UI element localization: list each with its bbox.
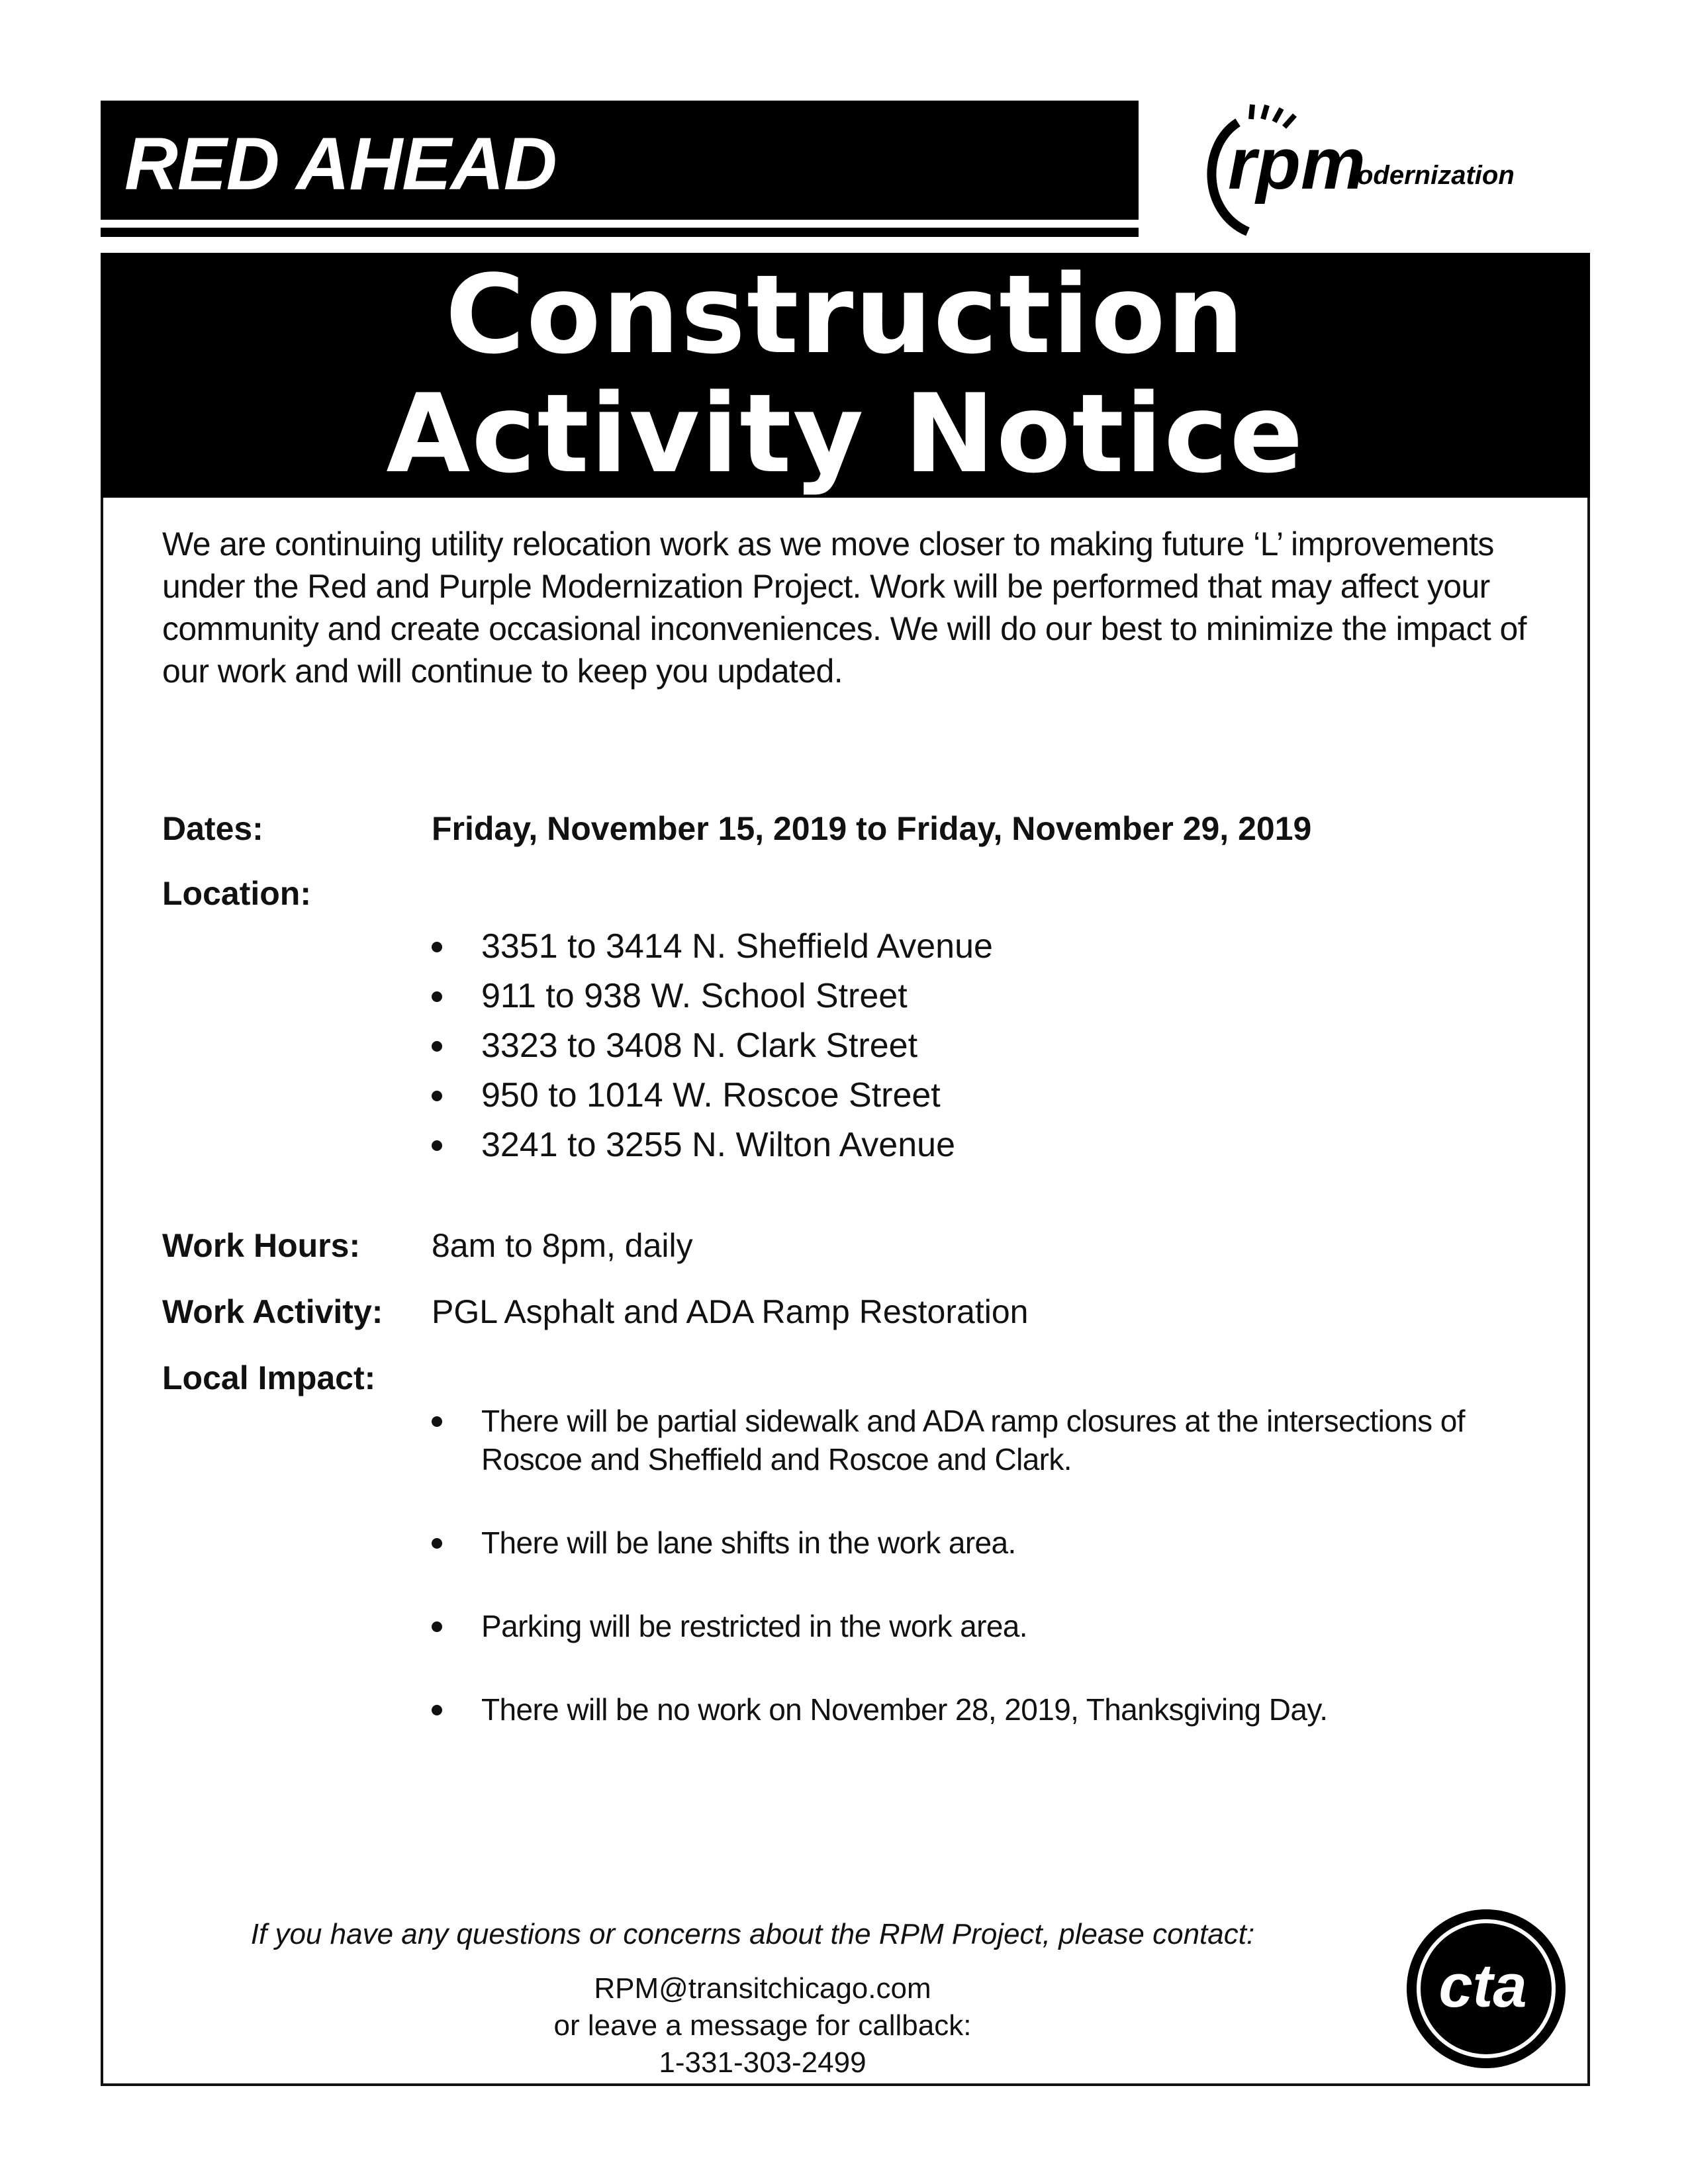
bullet-icon — [432, 1705, 442, 1715]
list-item: There will be no work on November 28, 2019, Thanksgiving Day. — [432, 1690, 1557, 1729]
bullet-icon — [432, 1041, 442, 1052]
work-hours-label: Work Hours: — [162, 1227, 361, 1264]
bullet-icon — [432, 1091, 442, 1101]
list-item: 911 to 938 W. School Street — [432, 972, 993, 1021]
callback-text: or leave a message for callback: — [553, 2009, 972, 2042]
rpm-letters: rpm — [1228, 123, 1366, 205]
red-ahead-logo: RED AHEAD — [124, 122, 557, 205]
location-label: Location: — [162, 875, 311, 912]
title-block — [101, 253, 1590, 498]
list-item: Parking will be restricted in the work area. — [432, 1607, 1557, 1645]
bullet-icon — [432, 1416, 442, 1427]
list-item: 950 to 1014 W. Roscoe Street — [432, 1071, 993, 1120]
list-item: There will be lane shifts in the work area. — [432, 1524, 1557, 1562]
bullet-icon — [432, 942, 442, 952]
list-item: 3323 to 3408 N. Clark Street — [432, 1021, 993, 1071]
location-list — [432, 922, 993, 1170]
list-item: 3241 to 3255 N. Wilton Avenue — [432, 1120, 993, 1170]
bullet-icon — [432, 1621, 442, 1632]
dates-label: Dates: — [162, 810, 263, 847]
dates-value: Friday, November 15, 2019 to Friday, November 29, 2019 — [432, 810, 1312, 847]
work-activity-value: PGL Asphalt and ADA Ramp Restoration — [432, 1293, 1029, 1330]
contact-email[interactable]: RPM@transitchicago.com — [594, 1972, 931, 2005]
cta-logo-text: cta — [1438, 1952, 1527, 2020]
work-activity-label: Work Activity: — [162, 1293, 383, 1330]
contact-phone[interactable]: 1-331-303-2499 — [659, 2046, 867, 2079]
list-item: 3351 to 3414 N. Sheffield Avenue — [432, 922, 993, 972]
list-item: There will be partial sidewalk and ADA ramp closures at the intersections of Roscoe and Sheffield and Roscoe and Clark. — [432, 1402, 1557, 1479]
bullet-icon — [432, 1538, 442, 1549]
bullet-icon — [432, 991, 442, 1002]
contact-intro: If you have any questions or concerns about the RPM Project, please contact: — [250, 1918, 1255, 1950]
title-line-1: Construction — [445, 251, 1246, 378]
bullet-icon — [432, 1140, 442, 1151]
work-hours-value: 8am to 8pm, daily — [432, 1227, 693, 1264]
header-stripe — [101, 228, 1193, 237]
modernization-word: odernization — [1357, 161, 1515, 190]
impact-list — [432, 1402, 1557, 1729]
rpm-modernization-logo — [1139, 99, 1562, 245]
cta-logo — [1403, 1906, 1569, 2071]
intro-paragraph: We are continuing utility relocation work as we move closer to making future ‘L’ improvements under the Red and Purple Modernization Project. Work will be performed that may affect your community and create occasional inconveniences. We will do our best to minimize the impact of our work and will continue to keep you updated. — [162, 525, 1526, 690]
local-impact-label: Local Impact: — [162, 1359, 376, 1396]
title-line-2: Activity Notice — [386, 371, 1305, 497]
